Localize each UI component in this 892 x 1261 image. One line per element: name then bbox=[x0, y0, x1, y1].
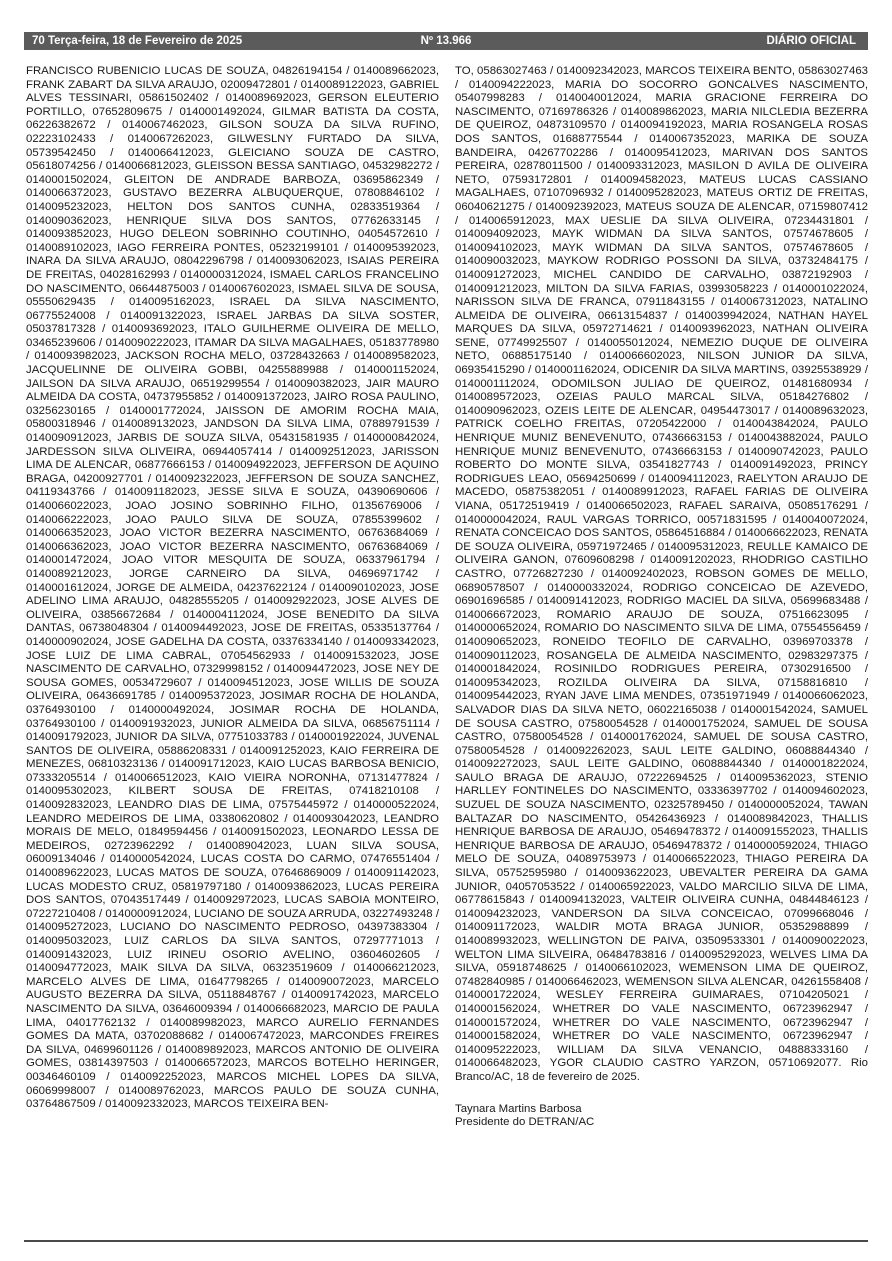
page-and-date: 70 Terça-feira, 18 de Fevereiro de 2025 bbox=[32, 35, 243, 47]
footer-rule bbox=[24, 1240, 868, 1242]
right-column-text: TO, 05863027463 / 0140092342023, MARCOS TEIXEIRA BENTO, 05863027463 / 0140094222023, MARIA DO SOCORRO GONCALVES NASCIMENTO, 05407998283 / 0140040012024, MARIA GRACIONE FERREIRA DO NASCIMENTO, 07169786326 / 0140089862023, MARIA NILCLEDIA BEZERRA DE QUEIROZ, 04873109570 / 0140094192023, MARIA ROSANGELA ROSAS DOS SANTOS, 01688775544 / 0140067352023, MARIKA DE SOUZA BANDEIRA, 04267702286 / 0140095412023, MARIVAN DOS SANTOS PEREIRA, 02878011500 / 0140093312023, MASILON D AVILA DE OLIVEIRA NETO, 07593172801 / 0140094582023, MATEUS LUCAS CASSIANO MAGALHAES, 07107096932 / 0140095282023, MATEUS ORTIZ DE FREITAS, 06040621275 / 0140092392023, MATEUS SOUZA DE ALENCAR, 07159807412 / 0140065912023, MAX UESLIE DA SILVA OLIVEIRA, 07234431801 / 0140094092023, MAYK WIDMAN DA SILVA SANTOS, 07574678605 / 0140094102023, MAYK WIDMAN DA SILVA SANTOS, 07574678605 / 0140090032023, MAYKOW RODRIGO POSSONI DA SILVA, 03732484175 / 0140091272023, MICHEL CANDIDO DE CARVALHO, 03872192903 / 0140091212023, MILTON DA SILVA FARIAS, 03993058223 / 0140001022024, NARISSON SILVA DE FRANCA, 07911843155 / 0140067312023, NATALINO ALMEIDA DE OLIVEIRA, 06613154837 / 0140039942024, NATHAN HAYEL MARQUES DA SILVA, 05972714621 / 0140093962023, NATHAN OLIVEIRA SENE, 07749925507 / 0140055012024, NEMEZIO DUQUE DE OLIVEIRA NETO, 06885175140 / 0140066602023, NILSON JUNIOR DA SILVA, 06935415290 / 0140001162024, ODICENIR DA SILVA MARTINS, 03925538929 / 0140001112024, ODOMILSON JULIAO DE QUEIROZ, 01481680934 / 0140089572023, OZEIAS PAULO MARCAL SILVA, 05184276802 / 0140090962023, OZEIS LEITE DE ALENCAR, 04954473017 / 0140089632023, PATRICK COELHO FREITAS, 07205422000 / 0140043842024, PAULO HENRIQUE MUNIZ BENEVENUTO, 07436663153 / 0140043882024, PAULO HENRIQUE MUNIZ BENEVENUTO, 07436663153 / 0140090742023, PAULO ROBERTO DO MONTE SILVA, 03541827743 / 0140091492023, PRINCY RODRIGUES LEAO, 05694250699 / 0140094112023, RAELYTON ARAUJO DE MACEDO, 05875382051 / 0140089912023, RAFAEL FARIAS DE OLIVEIRA VIANA, 05172519419 / 0140066502023, RAFAEL SARAIVA, 05085176291 / 0140000042024, RAUL VARGAS TORRICO, 00571831595 / 0140040072024, RENATA CONCEICAO DOS SANTOS, 05864516884 / 0140066622023, RENATA DE SOUZA OLIVEIRA, 05971972465 / 0140095312023, REULLE KAMAICO DE OLIVEIRA GANON, 07609608298 / 0140091202023, RHODRIGO CASTILHO CASTRO, 07726827230 / 0140092402023, ROBSON GOMES DE MELLO, 06890578507 / 0140000332024, RODRIGO CONCEICAO DE AZEVEDO, 06901696585 / 0140091412023, RODRIGO MACIEL DA SILVA, 05699683488 / 0140066672023, ROMARIO ARAUJO DE SOUZA, 07516623095 / 0140000652024, ROMARIO DO NASCIMENTO SILVA DE LIMA, 07554556459 / 0140090652023, RONEIDO TEOFILO DE CARVALHO, 03969703378 / 0140090112023, ROSANGELA DE ALMEIDA NASCIMENTO, 02983297375 / 0140001842024, ROSINILDO RODRIGUES PEREIRA, 07302916500 / 0140095342023, ROZILDA OLIVEIRA DA SILVA, 07158816810 / 0140095442023, RYAN JAVE LIMA MENDES, 07351971949 / 0140066062023, SALVADOR DIAS DA SILVA NETO, 06022165038 / 0140001542024, SAMUEL DE SOUSA CASTRO, 07580054528 / 0140001752024, SAMUEL DE SOUSA CASTRO, 07580054528 / 0140001762024, SAMUEL DE SOUSA CASTRO, 07580054528 / 0140092262023, SAUL LEITE GALDINO, 06088844340 / 0140092272023, SAUL LEITE GALDINO, 06088844340 / 0140001822024, SAULO BRAGA DE ARAUJO, 07222694525 / 0140095362023, STENIO HARLLEY FONTINELES DO NASCIMENTO, 03336397702 / 0140094602023, SUZUEL DE SOUZA NASCIMENTO, 02325789450 / 0140000052024, TAWAN BALTAZAR DO NASCIMENTO, 05426436923 / 0140089842023, THALLIS HENRIQUE BARBOSA DE ARAUJO, 05469478372 / 0140091552023, THALLIS HENRIQUE BARBOSA DE ARAUJO, 05469478372 / 0140000592024, THIAGO MELO DE SOUZA, 04089753973 / 0140066522023, THIAGO PEREIRA DA SILVA, 05752595980 / 0140093622023, UBEVALTER PEREIRA DA GAMA JUNIOR, 04057053522 / 0140065922023, VALDO MARCILIO SILVA DE LIMA, 06778615843 / 0140094132023, VALTEIR OLIVEIRA CUNHA, 04844846123 / 0140094232023, VANDERSON DA SILVA CONCEICAO, 07099668046 / 0140091172023, WALDIR MOTA BRAGA JUNIOR, 05352988899 / 0140089932023, WELLINGTON DE PAIVA, 03509533301 / 0140090022023, WELTON LIMA SILVEIRA, 06484783816 / 0140095292023, WELVES LIMA DA SILVA, 05918748625 / 0140066102023, WEMENSON LIMA DE QUEIROZ, 07482840985 / 0140066462023, WEMENSON SILVA ALENCAR, 04261558408 / 0140001722024, WESLEY FERREIRA GUIMARAES, 07104205021 / 0140001562024, WHETRER DO VALE NASCIMENTO, 06723962947 / 0140001572024, WHETRER DO VALE NASCIMENTO, 06723962947 / 0140001582024, WHETRER DO VALE NASCIMENTO, 06723962947 / 0140095222023, WILLIAM DA SILVA VENANCIO, 04888333160 / 0140066482023, YGOR CLAUDIO CASTRO YARZON, 05710692077. Rio Branco/AC, 18 de fevereiro de 2025. bbox=[455, 65, 868, 1083]
signature-block bbox=[455, 1103, 868, 1130]
left-column-text: FRANCISCO RUBENICIO LUCAS DE SOUZA, 04826194154 / 0140089662023, FRANK ZABART DA SILVA ARAUJO, 02009472801 / 0140089122023, GABRIEL ALVES TESSINARI, 05861502402 / 0140089692023, GERSON ELEUTERIO PORTILLO, 07652809675 / 0140001492024, GILMAR BATISTA DA COSTA, 06226382672 / 0140067462023, GILSON SOUZA DA SILVA RUFINO, 02223102433 / 0140067262023, GILWESLNY FURTADO DA SILVA, 05739542450 / 0140066412023, GLEICIANO SOUZA DE CASTRO, 05618074256 / 0140066812023, GLEISSON BESSA SANTIAGO, 04532982272 / 0140001502024, GLEITON DE ANDRADE BARBOZA, 03695862349 / 0140066372023, GUSTAVO BEZERRA ALBUQUERQUE, 07808846102 / 0140095232023, HELTON DOS SANTOS CUNHA, 02833519364 / 0140090362023, HENRIQUE SILVA DOS SANTOS, 07762633145 / 0140093852023, HUGO DELEON SOBRINHO COUTINHO, 04054572610 / 0140089102023, IAGO FERREIRA PONTES, 05232199101 / 0140095392023, INARA DA SILVA ARAUJO, 08042296798 / 0140093062023, ISAIAS PEREIRA DE FREITAS, 04028162993 / 0140000312024, ISMAEL CARLOS FRANCELINO DO NASCIMENTO, 06644875003 / 0140067602023, ISMAEL SILVA DE SOUSA, 05550629435 / 0140095162023, ISRAEL DA SILVA NASCIMENTO, 06775524008 / 0140091322023, ISRAEL JARBAS DA SILVA SOSTER, 05037817328 / 0140093692023, ITALO GUILHERME OLIVEIRA DE MELLO, 03465239606 / 0140090222023, ITAMAR DA SILVA MAGALHAES, 05183778980 / 0140093982023, JACKSON ROCHA MELO, 03728432663 / 0140089582023, JACQUELINNE DE OLIVEIRA GOBBI, 04255889988 / 0140001152024, JAILSON DA SILVA ARAUJO, 06519299554 / 0140090382023, JAIR MAURO ALMEIDA DA COSTA, 04737955852 / 0140091372023, JAIRO ROSA PAULINO, 03256230165 / 0140001772024, JAISSON DE AMORIM ROCHA MAIA, 05800318946 / 0140089132023, JANDSON DA SILVA LIMA, 07889791539 / 0140090912023, JARBIS DE SOUZA SILVA, 05431581935 / 0140000842024, JARDESSON SILVA OLIVEIRA, 06944057414 / 0140092512023, JARISSON LIMA DE ALENCAR, 06877666153 / 0140094922023, JEFFERSON DE AQUINO BRAGA, 04200927701 / 0140092322023, JEFFERSON DE SOUZA SANCHEZ, 04119343766 / 0140091182023, JESSE SILVA E SOUZA, 04390690606 / 0140066022023, JOAO JOSINO SOBRINHO FILHO, 01356769006 / 0140066222023, JOAO PAULO SILVA DE SOUZA, 07855399602 / 0140066352023, JOAO VICTOR BEZERRA NASCIMENTO, 06763684069 / 0140066362023, JOAO VICTOR BEZERRA NASCIMENTO, 06763684069 / 0140001472024, JOAO VITOR MESQUITA DE SOUZA, 06337961794 / 0140089212023, JORGE CARNEIRO DA SILVA, 04696971742 / 0140001612024, JORGE DE ALMEIDA, 04237622124 / 0140090102023, JOSE ADELINO LIMA ARAUJO, 04828555205 / 0140092922023, JOSE ALVES DE OLIVEIRA, 03856672684 / 0140004112024, JOSE BENEDITO DA SILVA DANTAS, 06738048304 / 0140094492023, JOSE DE FREITAS, 05335137764 / 0140000902024, JOSE GADELHA DA COSTA, 03376334140 / 0140093342023, JOSE LUIZ DE LIMA CABRAL, 07054562933 / 0140091532023, JOSE NASCIMENTO DE CARVALHO, 07329998152 / 0140094472023, JOSE NEY DE SOUSA GOMES, 00534729607 / 0140094512023, JOSE WILLIS DE SOUZA OLIVEIRA, 06436691785 / 0140095372023, JOSIMAR ROCHA DE HOLANDA, 03764930100 / 0140000492024, JOSIMAR ROCHA DE HOLANDA, 03764930100 / 0140091932023, JUNIOR ALMEIDA DA SILVA, 06856751114 / 0140091792023, JUNIOR DA SILVA, 07751033783 / 0140001922024, JUVENAL SANTOS DE OLIVEIRA, 05886208331 / 0140091252023, KAIO FERREIRA DE MENEZES, 06810323136 / 0140091712023, KAIO LUCAS BARBOSA BENICIO, 07333205514 / 0140066512023, KAIO VIEIRA NORONHA, 07131477824 / 0140095302023, KILBERT SOUSA DE FREITAS, 07418210108 / 0140092832023, LEANDRO DIAS DE LIMA, 07575445972 / 0140000522024, LEANDRO MEDEIROS DE LIMA, 03380620802 / 0140093042023, LEANDRO MORAIS DE MELO, 01849594456 / 0140091502023, LEONARDO LESSA DE MEDEIROS, 02723962292 / 0140089042023, LUAN SILVA SOUSA, 06009134046 / 0140000542024, LUCAS COSTA DO CARMO, 07476551404 / 0140089622023, LUCAS MATOS DE SOUZA, 07646869009 / 0140091142023, LUCAS MODESTO CRUZ, 05819797180 / 0140093862023, LUCAS PEREIRA DOS SANTOS, 07043517449 / 0140092972023, LUCAS SABOIA MONTEIRO, 07227210408 / 0140000912024, LUCIANO DE SOUZA ARRUDA, 03227493248 / 0140095272023, LUCIANO DO NASCIMENTO PEDROSO, 04397383304 / 0140095032023, LUIZ CARLOS DA SILVA SANTOS, 07297771013 / 0140091432023, LUIZ IRINEU OSORIO AVELINO, 03604602605 / 0140094772023, MAIK SILVA DA SILVA, 06323519609 / 0140066212023, MARCELO ALVES DE LIMA, 01647798265 / 0140090072023, MARCELO AUGUSTO BEZERRA DA SILVA, 05118848767 / 0140091742023, MARCELO NASCIMENTO DA SILVA, 03646009394 / 0140066682023, MARCIO DE PAULA LIMA, 04017762132 / 0140089982023, MARCO AURELIO FERNANDES GOMES DA MATA, 03702088682 / 0140067472023, MARCONDES FREIRES DA SILVA, 04699601126 / 0140089892023, MARCOS ANTONIO DE OLIVEIRA GOMES, 03814397503 / 0140066572023, MARCOS BOTELHO HERINGER, 00346460109 / 0140092252023, MARCOS MICHEL LOPES DA SILVA, 06069998007 / 0140089762023, MARCOS PAULO DE SOUZA CUNHA, 03764867509 / 0140092332023, MARCOS TEIXEIRA BEN- bbox=[26, 65, 439, 1111]
right-column bbox=[455, 65, 868, 1235]
signature-name: Taynara Martins Barbosa bbox=[455, 1102, 582, 1115]
left-column bbox=[26, 65, 439, 1235]
signature-title: Presidente do DETRAN/AC bbox=[455, 1116, 595, 1129]
page-header bbox=[24, 32, 868, 50]
publication-title: DIÁRIO OFICIAL bbox=[766, 35, 856, 47]
edition-number: Nº 13.966 bbox=[420, 35, 472, 47]
